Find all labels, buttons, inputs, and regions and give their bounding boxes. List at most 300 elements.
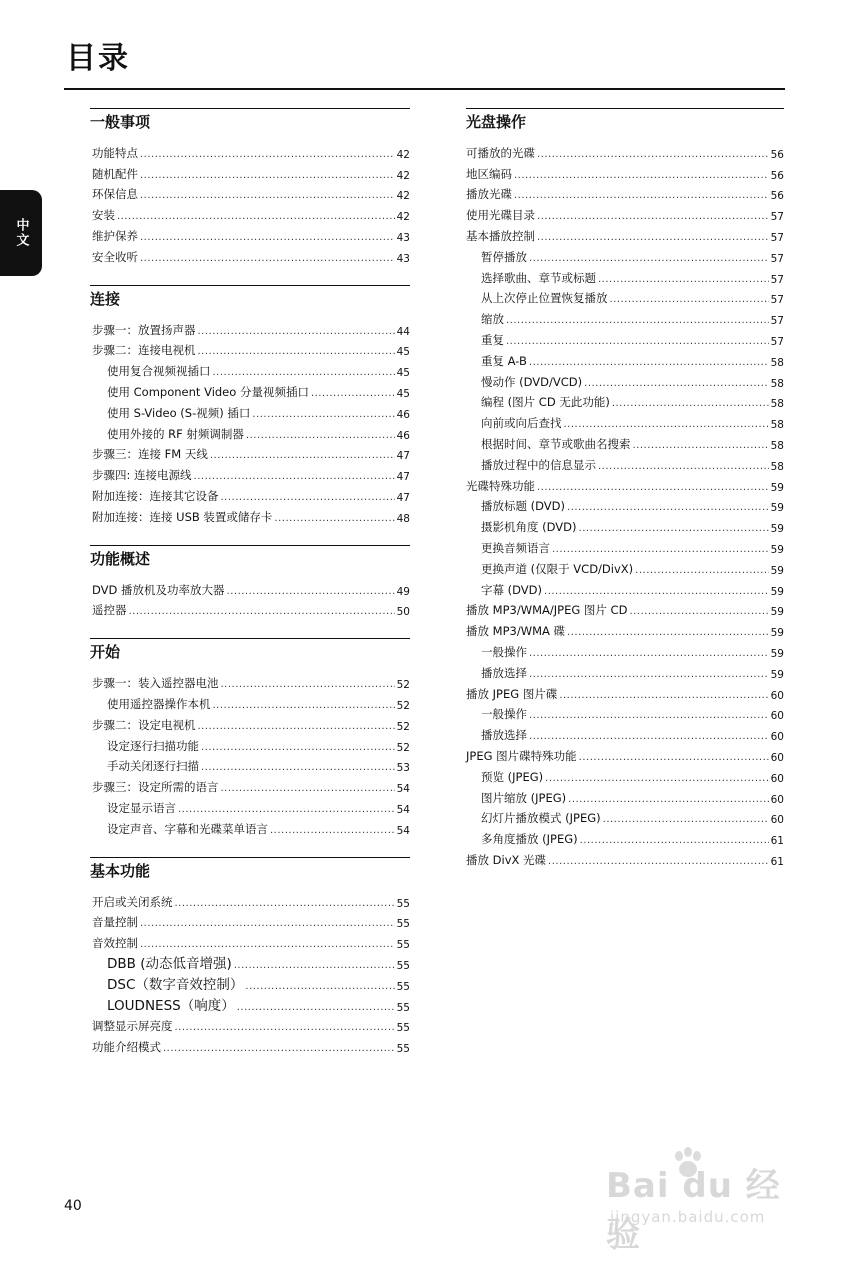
toc-entry-title: 步骤一：放置扬声器 [92, 322, 196, 337]
dot-leader [633, 440, 769, 452]
toc-entry-page: 60 [770, 710, 784, 723]
toc-entry [92, 504, 410, 525]
toc-entry [92, 161, 410, 182]
toc-entry-title: 选择歌曲、章节或标题 [481, 270, 596, 285]
dot-leader [140, 918, 395, 930]
dot-leader [140, 232, 395, 244]
dot-leader [559, 690, 768, 702]
dot-leader [552, 544, 769, 556]
toc-entry-page: 60 [770, 793, 784, 806]
toc-entry [92, 993, 410, 1014]
toc-entry-title: 字幕 (DVD) [481, 582, 543, 597]
dot-leader [201, 742, 395, 754]
toc-entry-page: 46 [396, 408, 410, 421]
toc-entry-title: 慢动作 (DVD/VCD) [481, 374, 583, 389]
toc-entry [466, 826, 784, 847]
toc-entry-page: 55 [396, 1043, 410, 1056]
toc-entry-title: 设定声音、字幕和光碟菜单语言 [107, 821, 268, 836]
toc-entry-page: 52 [396, 699, 410, 712]
toc-entry-page: 59 [770, 668, 784, 681]
toc-entry-page: 55 [396, 959, 410, 972]
toc-entry-list [92, 670, 410, 836]
toc-entry-page: 58 [770, 419, 784, 432]
toc-entry [466, 348, 784, 369]
toc-entry-title: JPEG 图片碟特殊功能 [466, 748, 577, 763]
toc-entry-page: 49 [396, 585, 410, 598]
toc-entry-page: 59 [770, 606, 784, 619]
toc-entry [92, 712, 410, 733]
dot-leader [579, 752, 769, 764]
toc-entry [466, 431, 784, 452]
toc-entry-title: 光碟特殊功能 [466, 478, 535, 493]
dot-leader [213, 367, 395, 379]
toc-entry [466, 369, 784, 390]
toc-entry [466, 577, 784, 598]
toc-entry-title: 一般操作 [481, 707, 527, 722]
dot-leader [140, 170, 395, 182]
toc-entry [92, 598, 410, 619]
toc-entry-title: 播放标题 (DVD) [481, 499, 566, 514]
toc-entry-title: 地区编码 [466, 166, 512, 181]
toc-entry-page: 53 [396, 762, 410, 775]
toc-entry [92, 483, 410, 504]
dot-leader [514, 170, 769, 182]
dot-leader [544, 586, 769, 598]
dot-leader [210, 450, 395, 462]
toc-entry-title: 编程 (图片 CD 无此功能) [481, 395, 610, 410]
toc-entry-list [92, 317, 410, 525]
dot-leader [548, 856, 769, 868]
toc-entry-title: 随机配件 [92, 166, 138, 181]
toc-entry-title: 使用复合视频视插口 [107, 364, 211, 379]
dot-leader [140, 190, 395, 202]
watermark-brand: Bai du 经验 [606, 1166, 781, 1255]
language-tab-label: 中文 [13, 218, 29, 248]
toc-entry [92, 442, 410, 463]
toc-entry-page: 60 [770, 731, 784, 744]
section-heading: 连接 [90, 285, 410, 314]
toc-right-column [466, 108, 784, 888]
toc-entry-title: 设定显示语言 [107, 800, 176, 815]
toc-entry-title: 可播放的光碟 [466, 145, 535, 160]
toc-entry-page: 42 [396, 190, 410, 203]
dot-leader [213, 700, 395, 712]
toc-entry [466, 618, 784, 639]
toc-entry-page: 46 [396, 429, 410, 442]
toc-entry [92, 400, 410, 421]
toc-entry-title: 使用外接的 RF 射频调制器 [107, 426, 244, 441]
toc-entry-title: 更换声道 (仅限于 VCD/DivX) [481, 561, 634, 576]
toc-entry-title: 一般操作 [481, 644, 527, 659]
toc-section [466, 108, 784, 868]
toc-entry-page: 45 [396, 346, 410, 359]
toc-entry [466, 244, 784, 265]
toc-entry [92, 358, 410, 379]
toc-entry-page: 59 [770, 543, 784, 556]
toc-entry-title: 安全收听 [92, 249, 138, 264]
toc-entry-title: 播放选择 [481, 728, 527, 743]
toc-entry [466, 327, 784, 348]
toc-left-column [92, 108, 410, 1075]
toc-entry [466, 473, 784, 494]
dot-leader [545, 773, 768, 785]
page-number: 40 [64, 1198, 82, 1214]
dot-leader [198, 721, 395, 733]
toc-entry-page: 42 [396, 148, 410, 161]
section-heading: 基本功能 [90, 857, 410, 886]
toc-entry-page: 59 [770, 502, 784, 515]
toc-entry [466, 514, 784, 535]
toc-entry-title: 步骤四: 连接电源线 [92, 468, 192, 483]
toc-entry-title: 使用遥控器操作本机 [107, 696, 211, 711]
title-rule [64, 88, 785, 90]
dot-leader [234, 960, 395, 972]
section-heading: 功能概述 [90, 545, 410, 574]
toc-entry-title: LOUDNESS（响度） [107, 997, 235, 1014]
dot-leader [612, 398, 769, 410]
dot-leader [237, 1002, 395, 1014]
dot-leader [311, 388, 395, 400]
dot-leader [221, 492, 395, 504]
dot-leader [537, 149, 769, 161]
dot-leader [529, 669, 769, 681]
toc-entry-title: 重复 [481, 332, 504, 347]
dot-leader [252, 409, 394, 421]
toc-entry-page: 61 [770, 855, 784, 868]
toc-entry [92, 1034, 410, 1055]
toc-entry-title: 步骤三：设定所需的语言 [92, 780, 219, 795]
toc-entry-page: 50 [396, 606, 410, 619]
dot-leader [245, 981, 394, 993]
baidu-watermark [606, 1146, 806, 1255]
dot-leader [568, 794, 768, 806]
toc-entry [466, 410, 784, 431]
toc-entry-title: 播放 MP3/WMA 碟 [466, 624, 566, 639]
toc-entry [466, 452, 784, 473]
toc-entry-page: 59 [770, 585, 784, 598]
dot-leader [198, 326, 395, 338]
toc-entry-page: 45 [396, 387, 410, 400]
toc-entry-page: 57 [770, 211, 784, 224]
toc-entry-title: 环保信息 [92, 187, 138, 202]
toc-section [92, 545, 410, 619]
dot-leader [129, 606, 395, 618]
toc-entry-page: 52 [396, 720, 410, 733]
toc-entry [92, 972, 410, 993]
toc-entry [92, 795, 410, 816]
toc-entry [466, 785, 784, 806]
toc-entry-page: 59 [770, 564, 784, 577]
language-tab [0, 190, 42, 276]
toc-entry-page: 42 [396, 211, 410, 224]
dot-leader [117, 211, 395, 223]
toc-entry-title: 使用 S-Video (S-视频) 插口 [107, 405, 251, 420]
dot-leader [201, 762, 395, 774]
dot-leader [198, 346, 395, 358]
toc-entry-page: 43 [396, 252, 410, 265]
toc-entry-title: 音量控制 [92, 915, 138, 930]
toc-entry-title: 步骤三：连接 FM 天线 [92, 447, 208, 462]
toc-section [92, 285, 410, 525]
toc-entry [466, 182, 784, 203]
toc-entry-page: 55 [396, 980, 410, 993]
toc-entry-page: 55 [396, 939, 410, 952]
dot-leader [598, 461, 769, 473]
toc-entry [466, 535, 784, 556]
toc-entry [92, 930, 410, 951]
toc-entry [466, 681, 784, 702]
toc-entry-title: 缩放 [481, 312, 504, 327]
dot-leader [580, 835, 769, 847]
toc-entry-title: 图片缩放 (JPEG) [481, 790, 567, 805]
toc-entry-title: 维护保养 [92, 228, 138, 243]
toc-entry [92, 910, 410, 931]
dot-leader [584, 378, 768, 390]
toc-entry-list [466, 140, 784, 868]
toc-entry-page: 57 [770, 335, 784, 348]
toc-entry-page: 57 [770, 294, 784, 307]
toc-entry-title: 附加连接：连接其它设备 [92, 488, 219, 503]
toc-entry-page: 60 [770, 814, 784, 827]
watermark-url: jingyan.baidu.com [610, 1208, 766, 1226]
section-heading: 开始 [90, 638, 410, 667]
toc-entry-page: 58 [770, 377, 784, 390]
toc-entry [92, 816, 410, 837]
toc-entry-title: 使用光碟目录 [466, 208, 535, 223]
toc-entry [466, 722, 784, 743]
toc-entry-title: 开启或关闭系统 [92, 894, 173, 909]
toc-entry [466, 223, 784, 244]
toc-entry-page: 54 [396, 824, 410, 837]
toc-entry-title: 遥控器 [92, 603, 127, 618]
toc-entry-page: 44 [396, 325, 410, 338]
dot-leader [629, 606, 768, 618]
toc-entry-page: 48 [396, 512, 410, 525]
toc-entry-title: 功能介绍模式 [92, 1040, 161, 1055]
toc-entry [466, 702, 784, 723]
toc-entry-page: 61 [770, 835, 784, 848]
dot-leader [537, 211, 769, 223]
toc-entry [466, 847, 784, 868]
dot-leader [274, 513, 394, 525]
dot-leader [635, 565, 768, 577]
dot-leader [529, 731, 769, 743]
toc-entry [92, 317, 410, 338]
toc-entry-page: 55 [396, 1022, 410, 1035]
dot-leader [140, 939, 395, 951]
toc-entry-page: 59 [770, 481, 784, 494]
dot-leader [598, 274, 769, 286]
toc-entry [92, 421, 410, 442]
toc-entry-page: 56 [770, 169, 784, 182]
toc-entry-title: 功能特点 [92, 145, 138, 160]
toc-entry-list [92, 889, 410, 1055]
toc-entry-page: 58 [770, 356, 784, 369]
toc-entry-title: 播放光碟 [466, 187, 512, 202]
toc-entry-title: 手动关闭逐行扫描 [107, 759, 199, 774]
toc-entry-page: 52 [396, 741, 410, 754]
toc-entry-page: 55 [396, 897, 410, 910]
toc-entry [466, 161, 784, 182]
toc-entry-page: 60 [770, 751, 784, 764]
toc-entry-page: 47 [396, 471, 410, 484]
toc-entry-page: 57 [770, 273, 784, 286]
toc-entry [92, 691, 410, 712]
toc-entry-title: 设定逐行扫描功能 [107, 738, 199, 753]
dot-leader [221, 783, 395, 795]
toc-entry-title: 音效控制 [92, 936, 138, 951]
toc-entry-page: 52 [396, 679, 410, 692]
toc-entry-page: 58 [770, 398, 784, 411]
toc-entry [92, 889, 410, 910]
toc-entry-title: 多角度播放 (JPEG) [481, 832, 578, 847]
section-heading: 一般事项 [90, 108, 410, 137]
dot-leader [163, 1043, 395, 1055]
toc-entry-title: 播放 JPEG 图片碟 [466, 686, 558, 701]
toc-entry [92, 244, 410, 265]
toc-entry-title: 预览 (JPEG) [481, 769, 544, 784]
toc-entry [92, 462, 410, 483]
toc-entry-page: 60 [770, 772, 784, 785]
toc-entry-page: 60 [770, 689, 784, 702]
toc-entry-title: 调整显示屏亮度 [92, 1019, 173, 1034]
toc-entry-title: DBB (动态低音增强) [107, 955, 232, 972]
dot-leader [270, 825, 395, 837]
toc-entry-title: 从上次停止位置恢复播放 [481, 291, 608, 306]
toc-entry-title: 播放选择 [481, 665, 527, 680]
toc-entry-page: 42 [396, 169, 410, 182]
dot-leader [175, 1022, 395, 1034]
toc-section [92, 638, 410, 836]
dot-leader [564, 419, 769, 431]
toc-entry-title: 附加连接：连接 USB 装置或储存卡 [92, 509, 273, 524]
toc-entry-page: 57 [770, 315, 784, 328]
dot-leader [529, 253, 769, 265]
toc-entry [92, 338, 410, 359]
toc-entry-list [92, 577, 410, 619]
toc-entry-page: 58 [770, 439, 784, 452]
toc-entry [466, 306, 784, 327]
toc-entry-title: 暂停播放 [481, 249, 527, 264]
dot-leader [194, 471, 395, 483]
toc-entry-page: 59 [770, 627, 784, 640]
toc-entry [466, 806, 784, 827]
toc-entry [92, 774, 410, 795]
toc-entry [466, 494, 784, 515]
toc-entry [92, 182, 410, 203]
toc-entry [92, 140, 410, 161]
toc-entry-title: 步骤二：连接电视机 [92, 343, 196, 358]
toc-entry-page: 47 [396, 491, 410, 504]
dot-leader [175, 898, 395, 910]
dot-leader [567, 502, 769, 514]
toc-entry-page: 59 [770, 647, 784, 660]
dot-leader [227, 586, 395, 598]
toc-entry-page: 45 [396, 367, 410, 380]
dot-leader [603, 814, 769, 826]
toc-entry-page: 57 [770, 231, 784, 244]
toc-entry-title: 播放 DivX 光碟 [466, 852, 547, 867]
toc-section [92, 108, 410, 265]
toc-entry-page: 55 [396, 918, 410, 931]
dot-leader [221, 679, 395, 691]
toc-entry-page: 56 [770, 190, 784, 203]
toc-entry-title: 更换音频语言 [481, 540, 550, 555]
toc-entry-page: 57 [770, 252, 784, 265]
toc-entry [92, 754, 410, 775]
dot-leader [537, 482, 769, 494]
toc-entry [466, 140, 784, 161]
toc-entry-title: 播放 MP3/WMA/JPEG 图片 CD [466, 603, 628, 618]
toc-entry-title: 向前或向后查找 [481, 416, 562, 431]
toc-entry-title: 使用 Component Video 分量视频插口 [107, 384, 309, 399]
toc-entry-page: 56 [770, 148, 784, 161]
toc-entry [466, 743, 784, 764]
toc-entry-title: 安装 [92, 208, 115, 223]
toc-entry-title: 步骤二：设定电视机 [92, 717, 196, 732]
toc-entry-title: DVD 播放机及功率放大器 [92, 582, 225, 597]
toc-entry-page: 55 [396, 1001, 410, 1014]
toc-entry [466, 286, 784, 307]
toc-entry [466, 660, 784, 681]
toc-entry-page: 54 [396, 783, 410, 796]
toc-entry-page: 43 [396, 231, 410, 244]
dot-leader [514, 190, 769, 202]
toc-entry-title: 步骤一：装入遥控器电池 [92, 676, 219, 691]
page-title: 目录 [66, 41, 130, 76]
toc-entry-page: 58 [770, 460, 784, 473]
dot-leader [537, 232, 769, 244]
toc-entry [466, 556, 784, 577]
dot-leader [140, 253, 395, 265]
toc-entry [466, 764, 784, 785]
dot-leader [610, 294, 769, 306]
toc-entry-page: 47 [396, 450, 410, 463]
dot-leader [140, 149, 395, 161]
dot-leader [529, 710, 769, 722]
toc-entry [92, 670, 410, 691]
toc-entry-page: 54 [396, 803, 410, 816]
toc-entry [92, 577, 410, 598]
dot-leader [567, 627, 769, 639]
toc-entry [466, 390, 784, 411]
dot-leader [529, 357, 769, 369]
toc-entry-title: 摄影机角度 (DVD) [481, 520, 577, 535]
toc-entry-title: DSC（数字音效控制） [107, 976, 244, 993]
toc-entry [466, 202, 784, 223]
dot-leader [529, 648, 769, 660]
toc-entry [92, 951, 410, 972]
toc-entry-page: 59 [770, 523, 784, 536]
dot-leader [246, 430, 395, 442]
toc-entry [92, 1014, 410, 1035]
toc-entry [466, 265, 784, 286]
toc-entry-title: 根据时间、章节或歌曲名搜索 [481, 436, 631, 451]
dot-leader [506, 315, 769, 327]
toc-entry [92, 379, 410, 400]
toc-entry-list [92, 140, 410, 265]
toc-entry [92, 202, 410, 223]
toc-section [92, 857, 410, 1055]
toc-entry [466, 598, 784, 619]
toc-entry [92, 733, 410, 754]
dot-leader [579, 523, 769, 535]
toc-entry-title: 基本播放控制 [466, 228, 535, 243]
toc-entry-title: 重复 A-B [481, 353, 527, 368]
section-heading: 光盘操作 [466, 108, 784, 137]
dot-leader [506, 336, 769, 348]
dot-leader [178, 804, 395, 816]
